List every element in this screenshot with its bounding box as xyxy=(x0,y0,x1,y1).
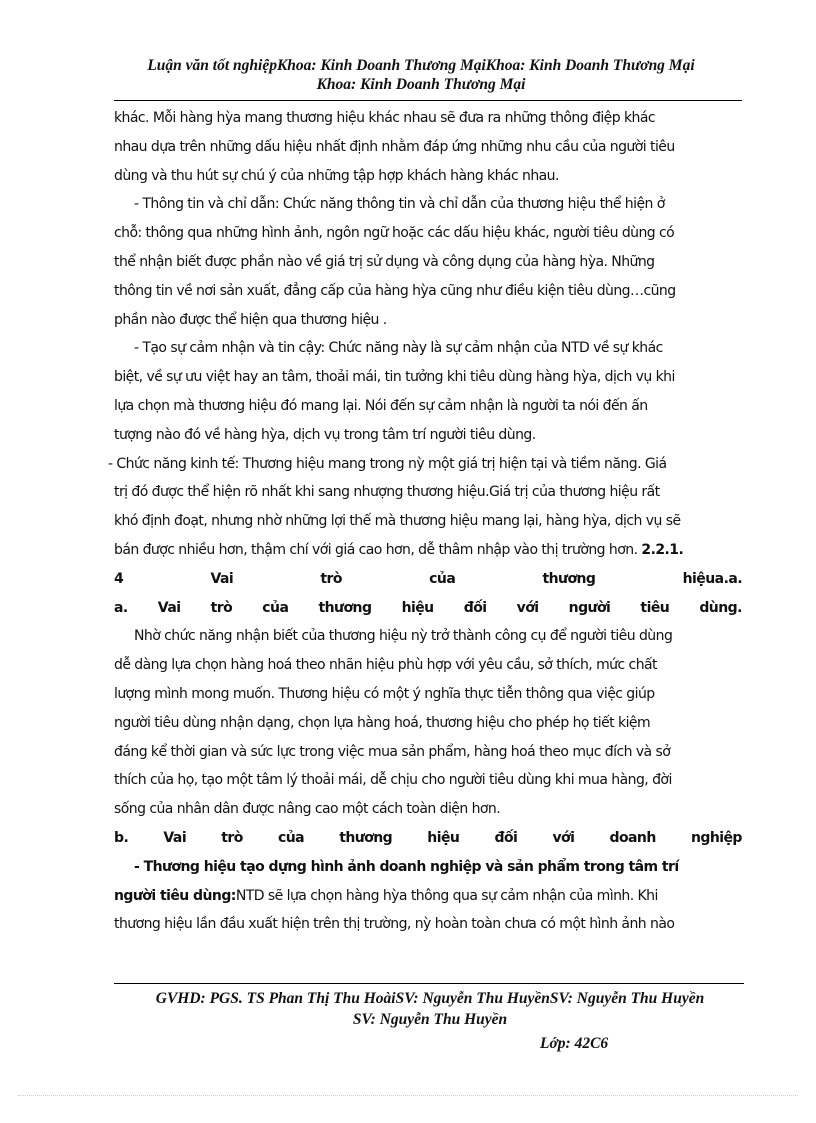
text-line: thương hiệu lần đầu xuất hiện trên thị trường, nỳ hoàn toàn chưa có một hình ảnh nào xyxy=(114,916,675,933)
heading-word: của xyxy=(277,829,305,846)
page-header xyxy=(100,56,742,94)
text-line: thích của họ, tạo một tâm lý thoải mái, dễ chịu cho người tiêu dùng khi mua hàng, đời xyxy=(114,772,672,789)
text-line: dùng và thu hút sự chú ý của những tập hợp khách hàng khác nhau. xyxy=(114,167,559,184)
section-number: 2.2.1. xyxy=(641,541,684,558)
subsection-heading-a xyxy=(114,594,742,623)
text-line: đáng kể thời gian và sức lực trong việc mua sản phẩm, hàng hoá theo mục đích và sở xyxy=(114,743,671,760)
heading-word: hiệua.a. xyxy=(682,570,742,587)
text-line: - Tạo sự cảm nhận và tin cậy: Chức năng này là sự cảm nhận của NTD về sự khác xyxy=(134,340,663,357)
text-line: sống của nhân dân được nâng cao một cách toàn diện hơn. xyxy=(114,801,501,818)
footer-line-1: GVHD: PGS. TS Phan Thị Thu HoàiSV: Nguyễn Thu HuyềnSV: Nguyễn Thu Huyền xyxy=(155,990,705,1007)
heading-word: doanh xyxy=(609,829,656,846)
heading-word: trò xyxy=(320,570,342,587)
bold-lead-label: người tiêu dùng: xyxy=(114,887,236,904)
text-line: bán được nhiều hơn, thậm chí với giá cao hơn, dễ thâm nhập vào thị trường hơn. 2.2.1. xyxy=(114,536,742,565)
text-line: khác. Mỗi hàng hỳa mang thương hiệu khác nhau sẽ đưa ra những thông điệp khác xyxy=(114,110,656,126)
text-line: khó định đoạt, nhưng nhờ những lợi thế mà thương hiệu mang lại, hàng hỳa, dịch vụ sẽ xyxy=(114,513,681,530)
text-line: - Chức năng kinh tế: Thương hiệu mang trong nỳ một giá trị hiện tại và tiềm năng. Giá xyxy=(108,455,667,472)
class-label: Lớp: 42C6 xyxy=(540,1035,609,1052)
footer-line-2: SV: Nguyễn Thu Huyền xyxy=(352,1011,508,1028)
text-line: thể nhận biết được phần nào về giá trị sử dụng và công dụng của hàng hỳa. Những xyxy=(114,253,655,270)
body-text xyxy=(108,104,742,939)
heading-word: đối xyxy=(494,829,518,846)
heading-word: a. xyxy=(114,599,128,616)
heading-word: thương xyxy=(318,599,372,616)
text-line: lựa chọn mà thương hiệu đó mang lại. Nói đến sự cảm nhận là người ta nói đến ấn xyxy=(114,397,648,414)
text-line: phần nào được thể hiện qua thương hiệu . xyxy=(114,311,387,328)
heading-word: của xyxy=(429,570,456,587)
header-line-2: Khoa: Kinh Doanh Thương Mại xyxy=(316,76,526,93)
text-line: - Thông tin và chỉ dẫn: Chức năng thông tin và chỉ dẫn của thương hiệu thể hiện ở xyxy=(134,196,665,213)
header-divider xyxy=(114,100,742,101)
heading-word: b. xyxy=(114,829,129,846)
header-line-1: Luận văn tốt nghiệpKhoa: Kinh Doanh Thương MạiKhoa: Kinh Doanh Thương Mại xyxy=(147,57,695,74)
text-line: nhau dựa trên những dấu hiệu nhất định nhằm đáp ứng những nhu cầu của người tiêu xyxy=(114,138,675,155)
heading-word: Vai xyxy=(157,599,181,616)
heading-word: với xyxy=(552,829,575,846)
text-line: tượng nào đó về hàng hỳa, dịch vụ trong tâm trí người tiêu dùng. xyxy=(114,426,536,443)
page-bottom-border xyxy=(18,1095,798,1096)
heading-word: 4 xyxy=(114,570,124,587)
heading-word: tiêu xyxy=(640,599,670,616)
text-line: lượng mình mong muốn. Thương hiệu có một ý nghĩa thực tiễn thông qua việc giúp xyxy=(114,685,655,702)
heading-word: với xyxy=(516,599,539,616)
text-line: thông tin về nơi sản xuất, đẳng cấp của hàng hỳa cũng như điều kiện tiêu dùng…cũng xyxy=(114,282,676,299)
text-line: trị đó được thể hiện rõ nhất khi sang nhượng thương hiệu.Giá trị của thương hiệu rất xyxy=(114,484,660,501)
heading-word: dùng. xyxy=(699,599,742,616)
bold-lead-line: - Thương hiệu tạo dựng hình ảnh doanh nghiệp và sản phẩm trong tâm trí xyxy=(134,858,679,875)
text-line: Nhờ chức năng nhận biết của thương hiệu nỳ trở thành công cụ để người tiêu dùng xyxy=(134,628,673,645)
text-line: người tiêu dùng: NTD sẽ lựa chọn hàng hỳa thông qua sự cảm nhận của mình. Khi xyxy=(114,882,742,911)
heading-word: thương xyxy=(339,829,393,846)
footer-divider xyxy=(114,983,744,984)
page-footer xyxy=(100,988,760,1030)
heading-word: Vai xyxy=(210,570,234,587)
heading-word: nghiệp xyxy=(690,829,742,846)
text-line: biệt, về sự ưu việt hay an tâm, thoải mái, tin tưởng khi tiêu dùng hàng hỳa, dịch vụ khi xyxy=(114,369,675,386)
heading-word: hiệu xyxy=(427,829,460,846)
heading-word: đối xyxy=(463,599,487,616)
text-line: chỗ: thông qua những hình ảnh, ngôn ngữ hoặc các dấu hiệu khác, người tiêu dùng có xyxy=(114,225,675,242)
subsection-heading-b xyxy=(114,824,742,853)
heading-word: của xyxy=(262,599,289,616)
text-line: dễ dàng lựa chọn hàng hoá theo nhãn hiệu phù hợp với yêu cầu, sở thích, mức chất xyxy=(114,657,657,674)
heading-word: Vai xyxy=(163,829,187,846)
heading-word: người xyxy=(568,599,611,616)
section-heading xyxy=(114,565,742,594)
heading-word: trò xyxy=(221,829,243,846)
heading-word: thương xyxy=(542,570,596,587)
heading-word: hiệu xyxy=(401,599,434,616)
heading-word: trò xyxy=(210,599,233,616)
text-line: người tiêu dùng nhận dạng, chọn lựa hàng hoá, thương hiệu cho phép họ tiết kiệm xyxy=(114,714,651,731)
